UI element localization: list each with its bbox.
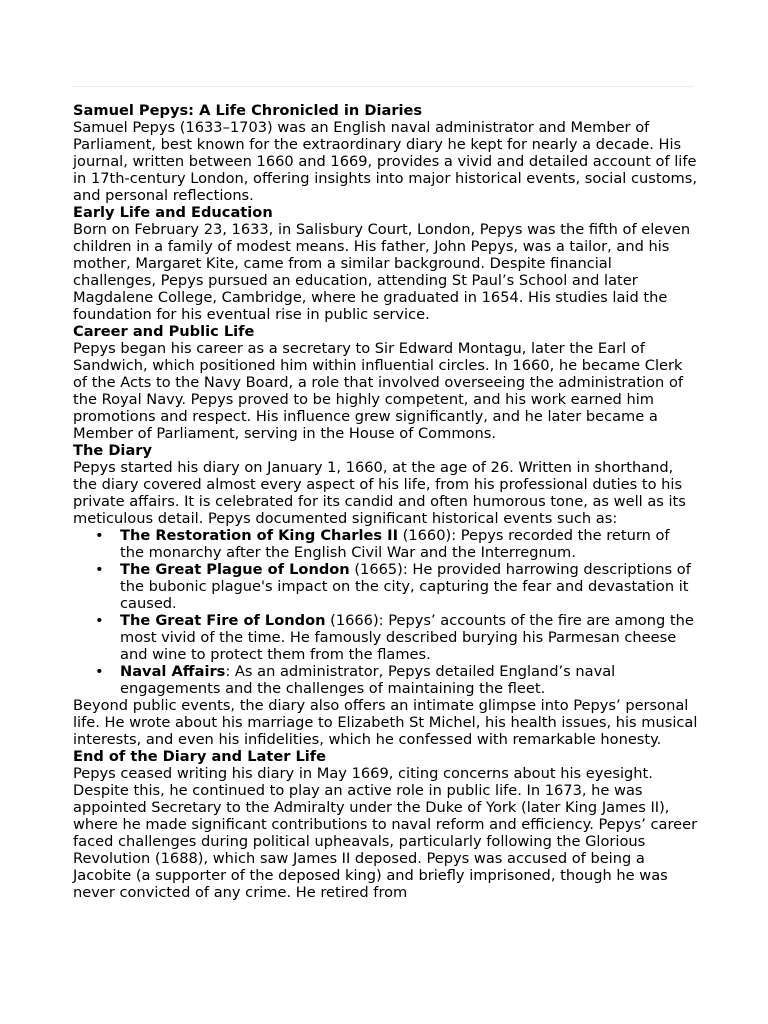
list-item — [120, 561, 698, 612]
event-name: Naval Affairs — [120, 663, 226, 680]
heading-diary: The Diary — [73, 442, 152, 459]
career-paragraph: Pepys began his career as a secretary to Sir Edward Montagu, later the Earl of Sandwich, which positioned him within influential circles. In 1660, he became Clerk of the Acts to the Navy Board, a role that involved overseeing the administration of the Royal Navy. Pepys proved to be highly competent, and his work earned him promotions and respect. His influence grew significantly, and he later became a Member of Parliament, serving in the House of Commons. — [73, 340, 684, 442]
diary-paragraph: Pepys started his diary on January 1, 1660, at the age of 26. Written in shorthand, the diary covered almost every aspect of his life, from his professional duties to his private affairs. It is celebrated for its candid and often humorous tone, as well as its meticulous detail. Pepys documented significant historical events such as: — [73, 459, 686, 527]
diary-personal-paragraph: Beyond public events, the diary also offers an intimate glimpse into Pepys’ personal life. He wrote about his marriage to Elizabeth St Michel, his health issues, his musical interests, and even his infidelities, which he confessed with remarkable honesty. — [73, 697, 698, 748]
intro-paragraph: Samuel Pepys (1633–1703) was an English naval administrator and Member of Parliament, best known for the extraordinary diary he kept for nearly a decade. His journal, written between 1660 and 1669, provides a vivid and detailed account of life in 17th-century London, offering insights into major historical events, social customs, and personal reflections. — [73, 119, 697, 204]
list-item — [120, 663, 698, 697]
event-name: The Restoration of King Charles II — [120, 527, 399, 544]
document-title: Samuel Pepys: A Life Chronicled in Diaries — [73, 102, 423, 119]
early-life-paragraph: Born on February 23, 1633, in Salisbury Court, London, Pepys was the fifth of eleven children in a family of modest means. His father, John Pepys, was a tailor, and his mother, Margaret Kite, came from a similar background. Despite financial challenges, Pepys pursued an education, attending St Paul’s School and later Magdalene College, Cambridge, where he graduated in 1654. His studies laid the foundation for his eventual rise in public service. — [73, 221, 691, 323]
heading-later-life: End of the Diary and Later Life — [73, 748, 327, 765]
historical-events-list — [73, 527, 698, 697]
event-description: (1660): Pepys recorded the return of the monarchy after the English Civil War and the Interregnum. — [120, 527, 670, 561]
event-description: (1665): He provided harrowing descriptions of the bubonic plague's impact on the city, capturing the fear and devastation it caused. — [120, 561, 691, 612]
list-item — [120, 527, 698, 561]
list-item — [120, 612, 698, 663]
event-name: The Great Fire of London — [120, 612, 326, 629]
document-body — [73, 102, 698, 901]
event-description: (1666): Pepys’ accounts of the fire are among the most vivid of the time. He famously described burying his Parmesan cheese and wine to protect them from the flames. — [120, 612, 694, 663]
heading-early-life: Early Life and Education — [73, 204, 273, 221]
later-life-paragraph: Pepys ceased writing his diary in May 1669, citing concerns about his eyesight. Despite this, he continued to play an active role in public life. In 1673, he was appointed Secretary to the Admiralty under the Duke of York (later King James II), where he made significant contributions to naval reform and efficiency. Pepys’ career faced challenges during political upheavals, particularly following the Glorious Revolution (1688), which saw James II deposed. Pepys was accused of being a Jacobite (a supporter of the deposed king) and briefly imprisoned, though he was never convicted of any crime. He retired from — [73, 765, 698, 901]
event-description: : As an administrator, Pepys detailed England’s naval engagements and the challenges of maintaining the fleet. — [120, 663, 616, 697]
event-name: The Great Plague of London — [120, 561, 350, 578]
heading-career: Career and Public Life — [73, 323, 255, 340]
top-divider — [73, 86, 694, 87]
